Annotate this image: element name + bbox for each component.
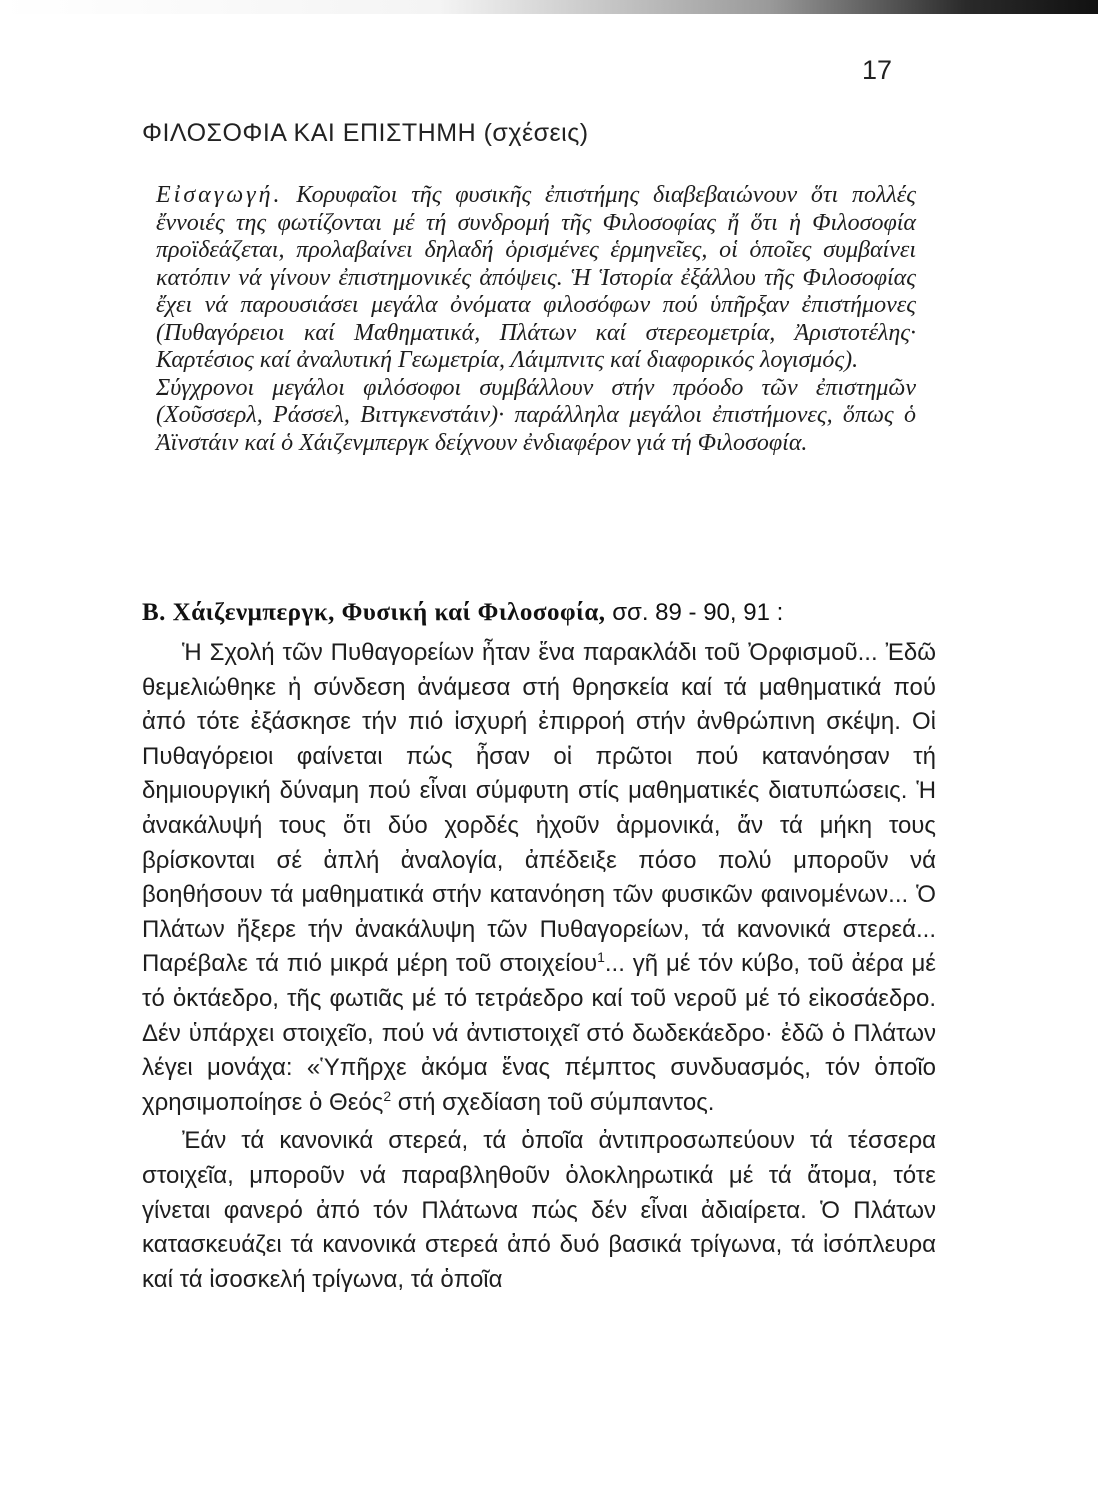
source-pages: σσ. 89 - 90, 91 : xyxy=(612,599,784,626)
scan-edge xyxy=(0,0,1098,14)
quote-text-part-1: Ἡ Σχολή τῶν Πυθαγορείων ἦταν ἕνα παρακλάδι τοῦ Ὀρφισμοῦ... Ἐδῶ θεμελιώθηκε ἡ σύνδεση ἀνάμεσα στή θρησκεία καί τά μαθηματικά πού ἀπό τότε ἐξάσκησε τήν πιό ἰσχυρή ἐπιρροή στήν ἀνθρώπινη σκέψη. Οἱ Πυθαγόρειοι φαίνεται πώς ἦσαν οἱ πρῶτοι πού κατανόησαν τή δημιουργική δύναμη πού εἶναι σύμφυτη στίς μαθηματικές διατυπώσεις. Ἡ ἀνακάλυψή τους ὅτι δύο χορδές ἠχοῦν ἁρμονικά, ἄν τά μήκη τους βρίσκονται σέ ἁπλή ἀναλογία, ἀπέδειξε πόσο πολύ μποροῦν νά βοηθήσουν τά μαθηματικά στήν κατανόηση τῶν φυσικῶν φαινομένων... Ὁ Πλάτων ἤξερε τήν ἀνακάλυψη τῶν Πυθαγορείων, τά κανονικά στερεά... Παρέβαλε τά πιό μικρά μέρη τοῦ στοιχείου xyxy=(142,639,936,978)
intro-label: Εἰσαγωγή. xyxy=(156,182,283,208)
quote-paragraph-1 xyxy=(142,636,936,1120)
section-title: ΦΙΛΟΣΟΦΙΑ ΚΑΙ ΕΠΙΣΤΗΜΗ (σχέσεις) xyxy=(142,119,589,147)
quoted-excerpt xyxy=(142,636,936,1297)
quote-paragraph-2: Ἐάν τά κανονικά στερεά, τά ὁποῖα ἀντιπροσωπεύουν τά τέσσερα στοιχεῖα, μποροῦν νά παραβληθοῦν ὁλοκληρωτικά μέ τά ἄτομα, τότε γίνεται φανερό ἀπό τόν Πλάτωνα πώς δέν εἶναι ἀδιαίρετα. Ὁ Πλάτων κατασκευάζει τά κανονικά στερεά ἀπό δυό βασικά τρίγωνα, τά ἰσόπλευρα καί τά ἰσοσκελή τρίγωνα, τά ὁποῖα xyxy=(142,1127,936,1293)
intro-text-1: Κορυφαῖοι τῆς φυσικῆς ἐπιστήμης διαβεβαιώνουν ὅτι πολλές ἔννοιές της φωτίζονται μέ τή συνδρομή τῆς Φιλοσοφίας ἤ ὅτι ἡ Φιλοσοφία προϊδεάζεται, προλαβαίνει δηλαδή ὁρισμένες ἑρμηνεῖες, οἱ ὁποῖες συμβαίνει κατόπιν νά γίνουν ἐπιστημονικές ἀπόψεις. Ἡ Ἱστορία ἐξάλλου τῆς Φιλοσοφίας ἔχει νά παρουσιάσει μεγάλα ὀνόματα φιλοσόφων πού ὑπῆρξαν ἐπιστήμονες (Πυθαγόρειοι καί Μαθηματικά, Πλάτων καί στερεομετρία, Ἀριστοτέλης· Καρτέσιος καί ἀναλυτική Γεωμετρία, Λάιμπνιτς καί διαφορικός λογισμός). xyxy=(156,182,917,373)
introduction xyxy=(156,182,916,457)
footnote-marker-1: 1 xyxy=(597,949,605,966)
intro-paragraph-1 xyxy=(156,182,916,375)
source-label: Β. Χάιζενμπεργκ, Φυσική καί Φιλοσοφία, xyxy=(142,599,606,626)
quote-text-part-3: στή σχεδίαση τοῦ σύμπαντος. xyxy=(391,1088,715,1116)
intro-paragraph-2: Σύγχρονοι μεγάλοι φιλόσοφοι συμβάλλουν στήν πρόοδο τῶν ἐπιστημῶν (Χοῦσσερλ, Ράσσελ, Βιττγκενστάιν)· παράλληλα μεγάλοι ἐπιστήμονες, ὅπως ὁ Ἀϊνστάιν καί ὁ Χάιζενμπεργκ δείχνουν ἐνδιαφέρον γιά τή Φιλοσοφία. xyxy=(156,374,916,456)
footnote-marker-2: 2 xyxy=(383,1087,392,1104)
source-heading xyxy=(142,599,783,627)
page-number: 17 xyxy=(862,55,893,85)
quote-text-part-2: ... γῆ μέ τόν κύβο, τοῦ ἀέρα μέ τό ὀκτάεδρο, τῆς φωτιᾶς μέ τό τετράεδρο καί τοῦ νεροῦ μέ τό εἰκοσάεδρο. Δέν ὑπάρχει στοιχεῖο, πού νά ἀντιστοιχεῖ στό δωδεκάεδρο· ἐδῶ ὁ Πλάτων λέγει μονάχα: «Ὑπῆρχε ἀκόμα ἕνας πέμπτος συνδυασμός, τόν ὁποῖο χρησιμοποίησε ὁ Θεός xyxy=(142,950,937,1116)
